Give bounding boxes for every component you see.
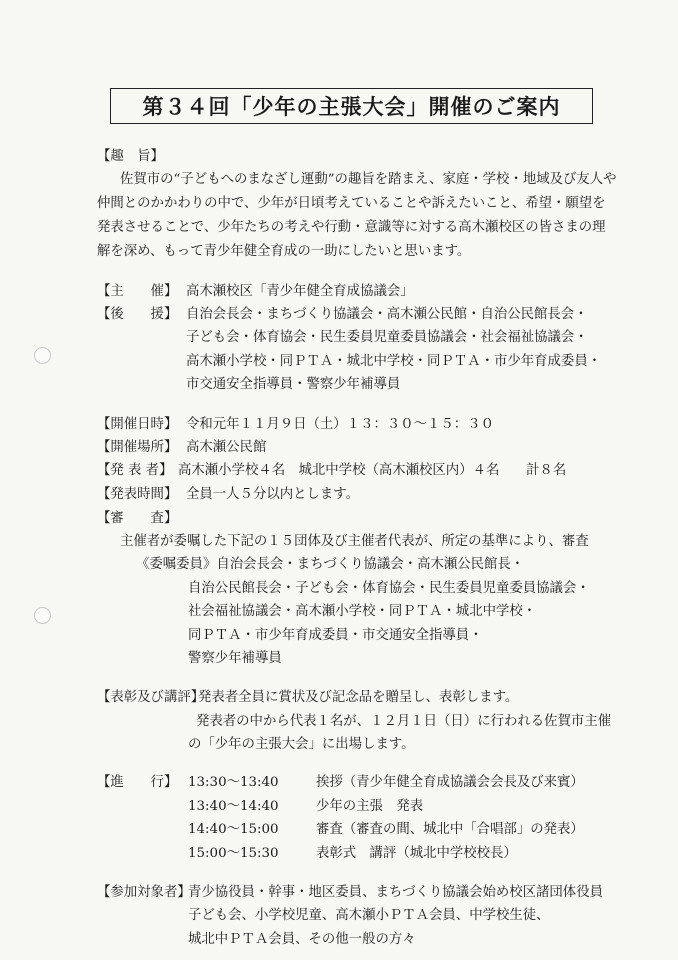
participants-line: 青少協役員・幹事・地区委員、まちづくり協議会始め校区諸団体役員 (188, 885, 603, 900)
purpose-line: 発表させることで、少年たちの考えや行動・意識等に対する高木瀬校区の皆さまの理 (97, 220, 606, 235)
judging-line: 《委嘱委員》自治会長会・まちづくり協議会・高木瀬公民館長・ (136, 557, 525, 572)
judging-heading: 【審 査】 (97, 511, 178, 526)
awards-line: の「少年の主張大会」に出場します。 (188, 737, 415, 752)
document-title-text: 第３４回「少年の主張大会」開催のご案内 (142, 94, 561, 119)
presentation-time-value: 全員一人５分以内とします。 (186, 487, 360, 502)
schedule-item: 審査（審査の間、城北中「合唱部」の発表） (316, 822, 584, 837)
sponsors-line: 子ども会・体育協会・民生委員児童委員協議会・社会福祉協議会・ (186, 330, 588, 345)
presentation-time-heading: 【発表時間】 (97, 487, 178, 502)
schedule-heading: 【進 行】 (97, 775, 178, 790)
purpose-line: 佐賀市の“子どもへのまなざし運動”の趣旨を踏まえ、家庭・学校・地域及び友人や (120, 172, 617, 187)
organizer-heading: 【主 催】 (97, 284, 178, 299)
document-title (110, 88, 593, 124)
purpose-line: 解を深め、もって青少年健全育成の一助にしたいと思います。 (97, 244, 471, 259)
purpose-line: 仲間とのかかわりの中で、少年が日頃考えていることや訴えたいこと、希望・願望を (97, 196, 606, 211)
awards-line: 発表者全員に賞状及び記念品を贈呈し、表彰します。 (198, 690, 519, 705)
purpose-heading: 【趣 旨】 (97, 149, 164, 164)
datetime-value: 令和元年１１月９日（土）１３：３０～１５：３０ (186, 417, 494, 432)
participants-heading: 【参加対象者】 (97, 885, 191, 900)
awards-line: 発表者の中から代表１名が、１２月１日（日）に行われる佐賀市主催 (196, 714, 612, 729)
venue-heading: 【開催場所】 (97, 440, 178, 455)
judging-intro: 主催者が委嘱した下記の１５団体及び主催者代表が、所定の基準により、審査 (120, 534, 589, 549)
datetime-heading: 【開催日時】 (97, 417, 178, 432)
schedule-time: 14:40～15:00 (188, 822, 279, 837)
venue-value: 高木瀬公民館 (186, 440, 267, 455)
sponsors-line: 自治会長会・まちづくり協議会・高木瀬公民館・自治公民館長会・ (186, 307, 588, 322)
participants-line: 子ども会、小学校児童、高木瀬小ＰＴＡ会員、中学校生徒、 (188, 908, 550, 923)
judging-line: 社会福祉協議会・高木瀬小学校・同ＰＴＡ・城北中学校・ (188, 604, 537, 619)
sponsors-line: 市交通安全指導員・警察少年補導員 (186, 377, 401, 392)
awards-heading: 【表彰及び講評】 (97, 690, 205, 705)
schedule-time: 13:30～13:40 (188, 775, 279, 790)
presenters-heading: 【発 表 者】 (97, 463, 173, 478)
schedule-item: 少年の主張 発表 (316, 799, 424, 814)
presenters-value: 高木瀬小学校４名 城北中学校（高木瀬校区内）４名 計８名 (178, 463, 567, 478)
organizer-value: 高木瀬校区「青少年健全育成協議会」 (186, 284, 414, 299)
schedule-item: 表彰式 講評（城北中学校校長） (316, 846, 517, 861)
judging-line: 警察少年補導員 (188, 651, 282, 666)
sponsors-line: 高木瀬小学校・同ＰＴＡ・城北中学校・同ＰＴＡ・市少年育成委員・ (186, 354, 602, 369)
punch-hole-bottom (34, 607, 51, 624)
punch-hole-top (34, 347, 51, 364)
schedule-time: 15:00～15:30 (188, 846, 279, 861)
sponsors-heading: 【後 援】 (97, 307, 178, 322)
participants-line: 城北中ＰＴＡ会員、その他一般の方々 (188, 932, 416, 947)
judging-line: 自治公民館長会・子ども会・体育協会・民生委員児童委員協議会・ (188, 581, 590, 596)
schedule-time: 13:40～14:40 (188, 799, 279, 814)
judging-line: 同ＰＴＡ・市少年育成委員・市交通安全指導員・ (188, 628, 483, 643)
schedule-item: 挨拶（青少年健全育成協議会会長及び来賓） (316, 775, 584, 790)
